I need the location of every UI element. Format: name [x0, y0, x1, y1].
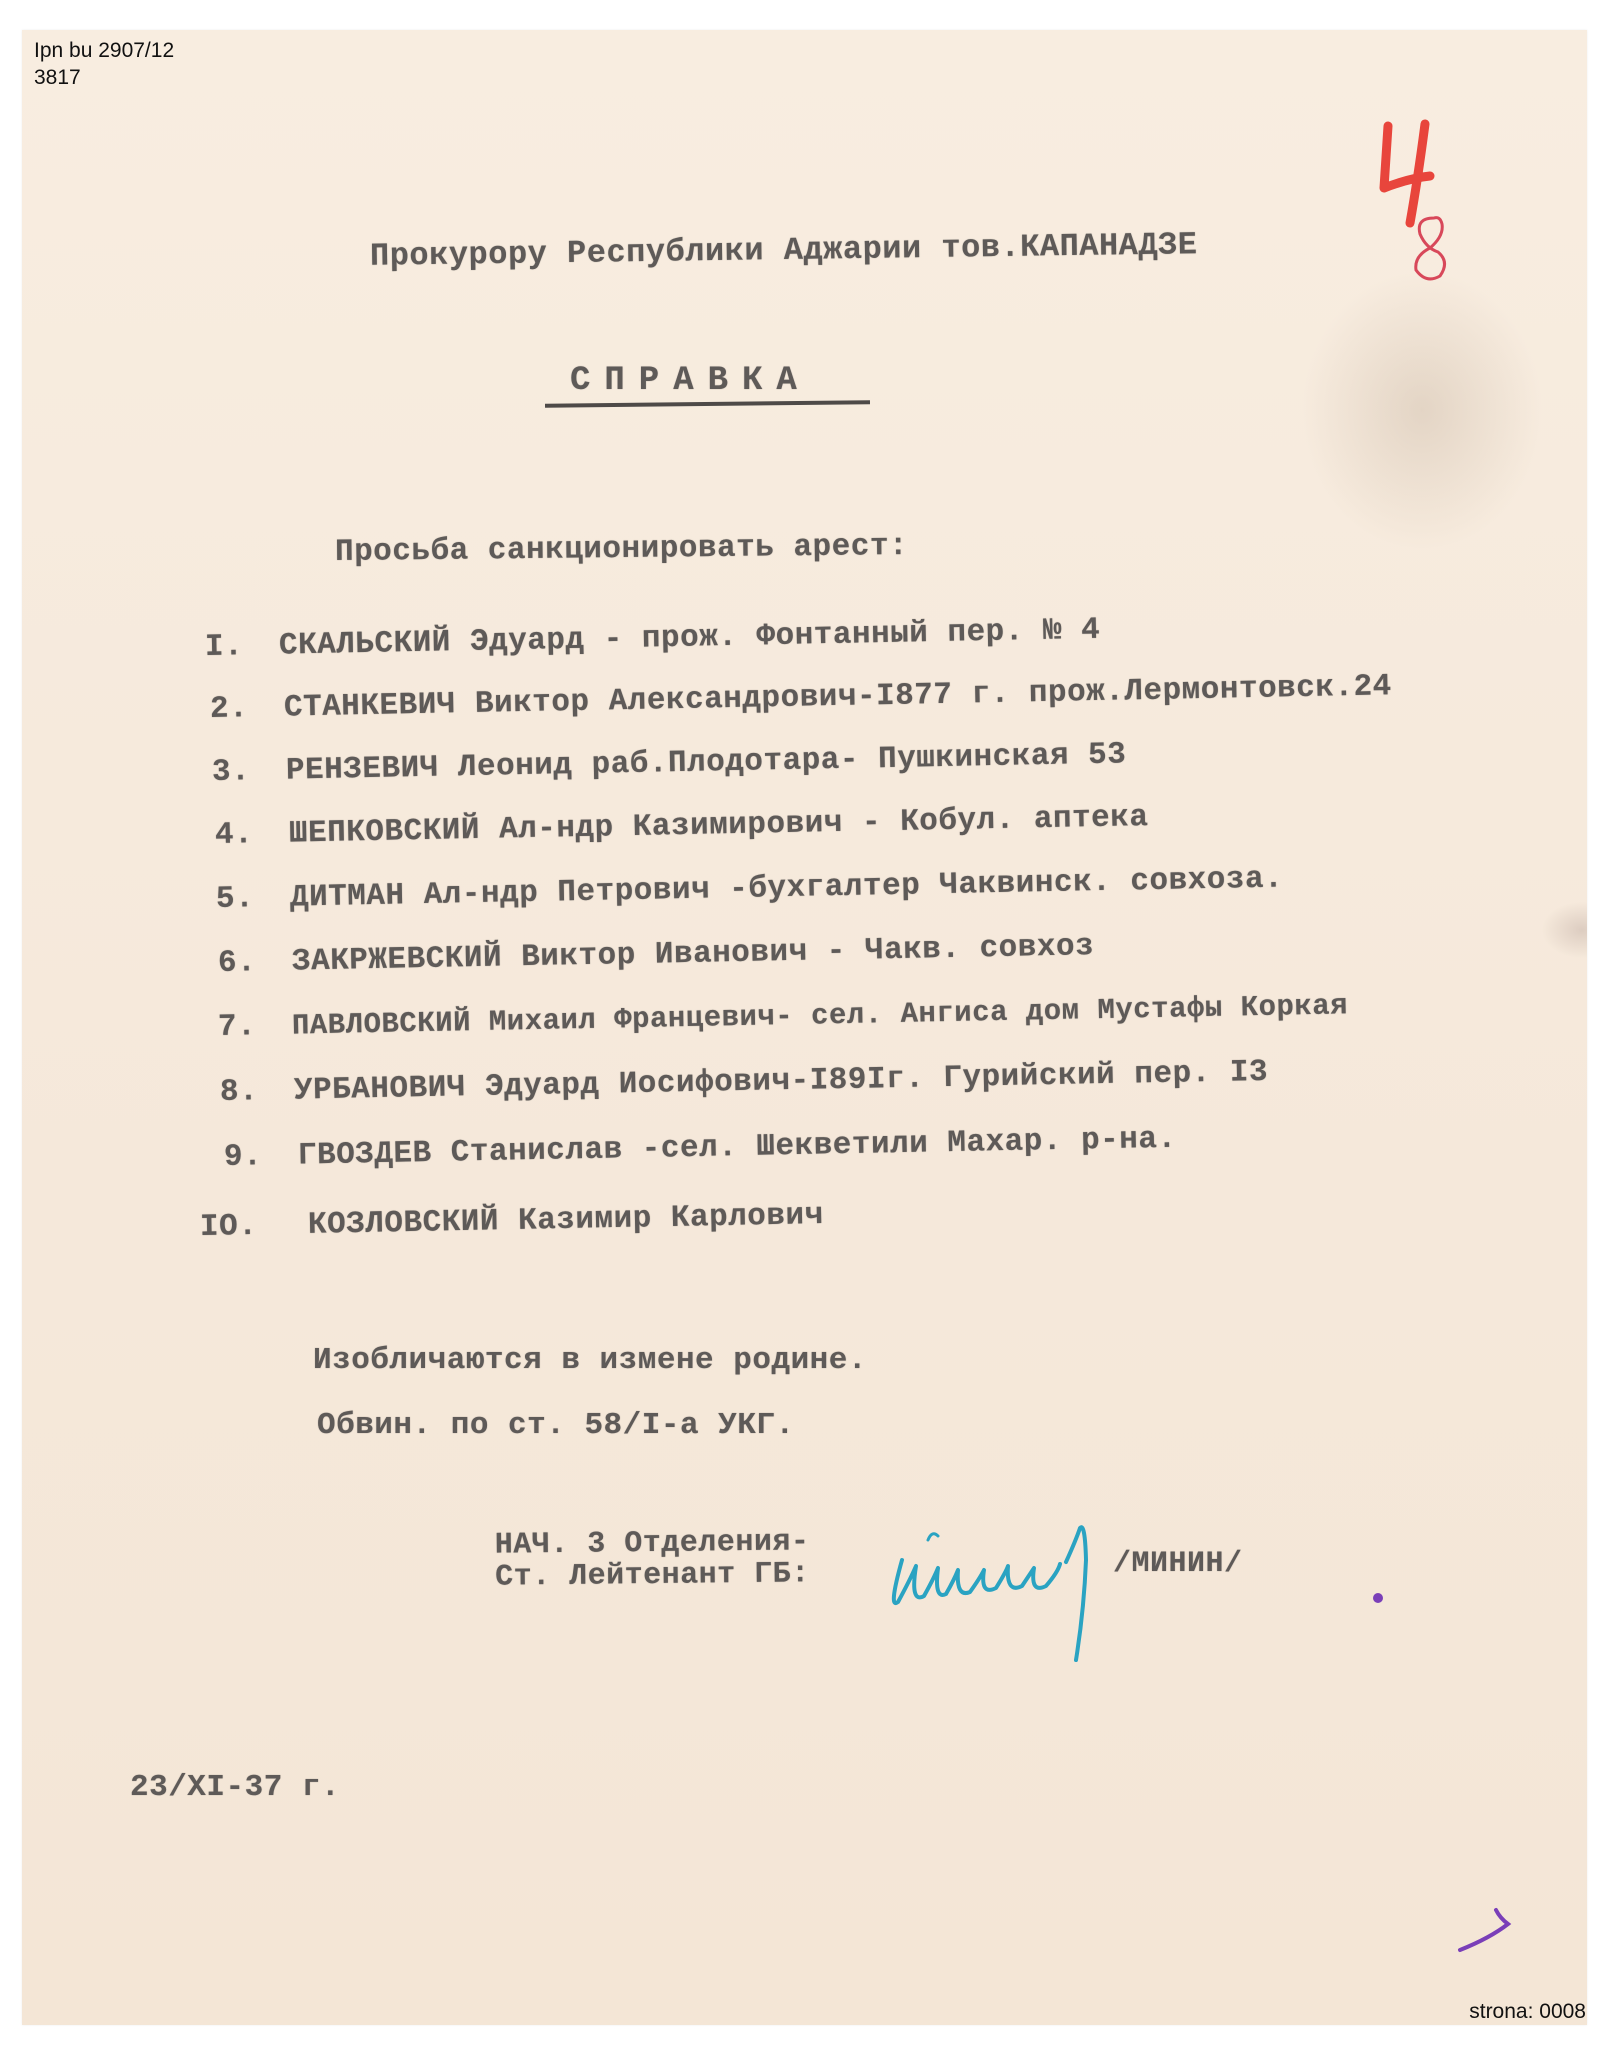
list-text: ГВОЗДЕВ Станислав -сел. Шекветили Махар. р-на. [297, 1121, 1177, 1174]
list-text: ДИТМАН Ал-ндр Петрович -бухгалтер Чаквинск. совхоза. [289, 861, 1284, 916]
handwritten-signature [880, 1500, 1120, 1670]
signer-name: /МИНИН/ [1113, 1547, 1243, 1581]
addressee: Прокурору Республики Аджарии тов.КАПАНАДЗЕ [369, 226, 1198, 275]
list-number: 2. [209, 691, 249, 727]
list-text: СКАЛЬСКИЙ Эдуард - прож. Фонтанный пер. № 4 [278, 612, 1101, 664]
list-number: 3. [211, 754, 251, 790]
list-text: СТАНКЕВИЧ Виктор Александрович-I877 г. прож.Лермонтовск.24 [283, 669, 1393, 726]
arrest-request: Просьба санкционировать арест: [334, 529, 909, 570]
list-number: I. [204, 629, 244, 665]
signer-rank: Ст. Лейтенант ГБ: [494, 1557, 810, 1595]
charge-article: Обвин. по ст. 58/I-а УКГ. [317, 1408, 795, 1443]
list-number: 6. [217, 945, 257, 981]
list-text: ПАВЛОВСКИЙ Михаил Францевич- сел. Ангиса дом Мустафы Коркая [291, 989, 1349, 1043]
signer-position: НАЧ. 3 Отделения- [494, 1525, 810, 1563]
archive-reference: Ipn bu 2907/12 [34, 39, 175, 62]
document-date: 23/XI-37 г. [130, 1770, 341, 1805]
archive-number: 3817 [34, 66, 81, 89]
list-text: РЕНЗЕВИЧ Леонид раб.Плодотара- Пушкинская 53 [285, 737, 1127, 789]
list-number: 5. [215, 881, 255, 917]
handwritten-pink-number [1400, 212, 1460, 284]
document-title: СПРАВКА [570, 362, 811, 400]
list-number: 9. [223, 1139, 263, 1175]
list-text: УРБАНОВИЧ Эдуард Иосифович-I89Iг. Гурийский пер. I3 [293, 1054, 1269, 1109]
list-number: 7. [217, 1009, 257, 1045]
list-text: КОЗЛОВСКИЙ Казимир Карлович [307, 1198, 825, 1243]
charge-statement: Изобличаются в измене родине. [313, 1343, 867, 1378]
archive-stamp [34, 37, 174, 91]
list-text: ШЕПКОВСКИЙ Ал-ндр Казимирович - Кобул. аптека [288, 800, 1149, 852]
list-number: 8. [219, 1074, 259, 1110]
page-counter: strona: 0008 [1469, 2000, 1586, 2023]
list-number: IO. [199, 1208, 258, 1245]
list-text: ЗАКРЖЕВСКИЙ Виктор Иванович - Чакв. совхоз [291, 929, 1095, 980]
violet-dot [1370, 1590, 1386, 1606]
violet-pen-mark [1450, 1900, 1520, 1960]
signer-title [495, 1526, 810, 1593]
list-number: 4. [214, 817, 254, 853]
